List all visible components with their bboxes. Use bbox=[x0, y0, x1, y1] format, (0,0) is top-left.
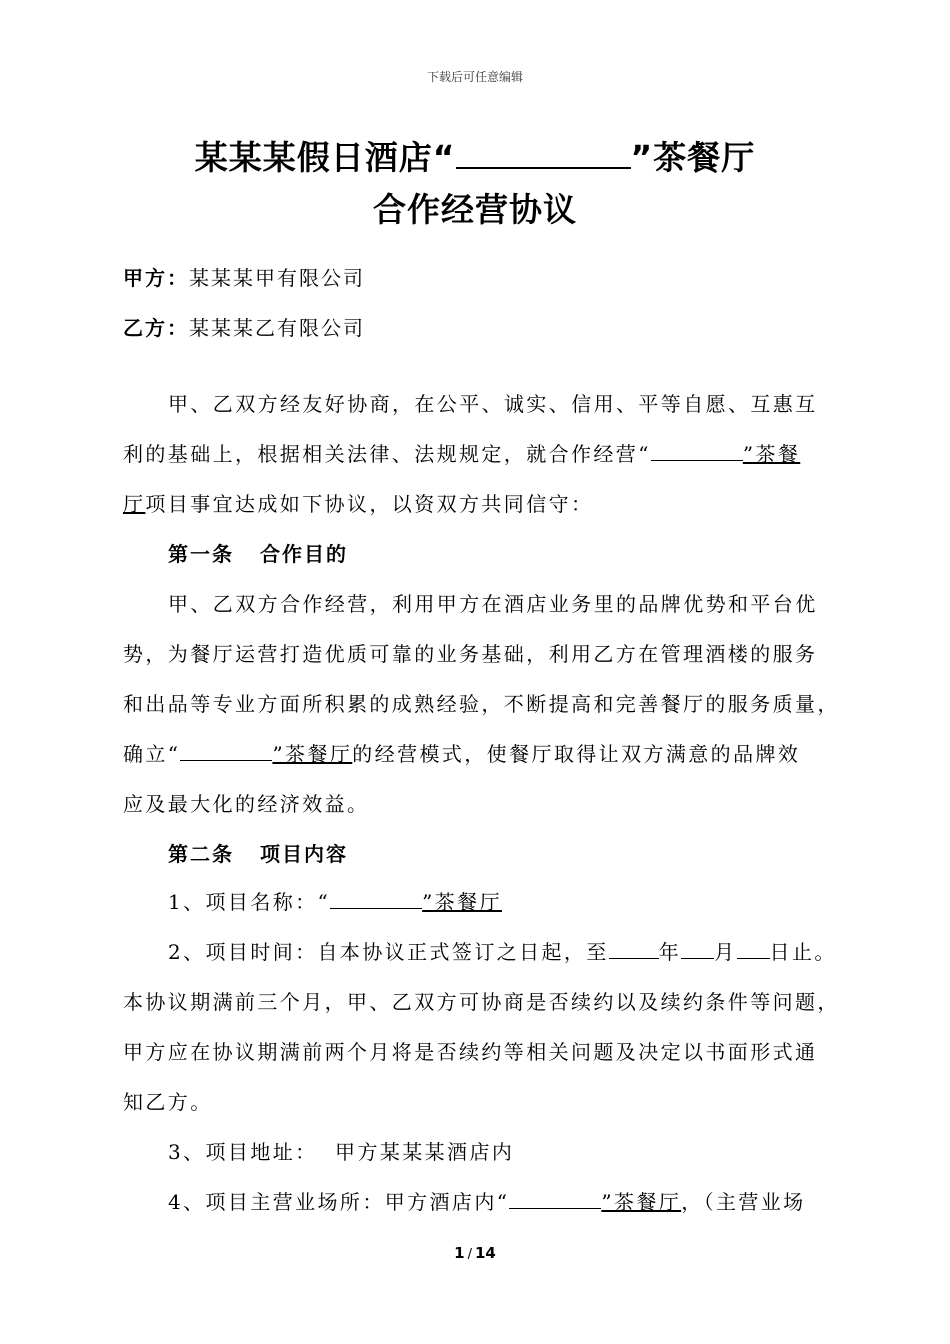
month-blank bbox=[681, 938, 714, 959]
item-1-prefix: 1、项目名称：“ bbox=[168, 890, 331, 914]
intro-line-2-suffix: ”茶餐 bbox=[742, 442, 801, 466]
item-1-suffix: ”茶餐厅 bbox=[422, 890, 502, 914]
party-a bbox=[123, 262, 365, 291]
header-note: 下载后可任意编辑 bbox=[426, 70, 523, 84]
article-1-line-4-rest: 的经营模式，使餐厅取得让双方满意的品牌效 bbox=[352, 742, 801, 766]
article-2-title: 项目内容 bbox=[260, 842, 348, 866]
intro-line-2 bbox=[123, 438, 800, 467]
page-separator: / bbox=[467, 1247, 472, 1262]
intro-blank bbox=[651, 440, 743, 461]
intro-line-3-rest: 项目事宜达成如下协议，以资双方共同信守： bbox=[145, 492, 594, 516]
article-1-line-5: 应及最大化的经济效益。 bbox=[123, 792, 370, 816]
article-1-line-4-prefix: 确立“ bbox=[123, 742, 181, 766]
article-2-heading bbox=[168, 838, 348, 867]
intro-line-3 bbox=[123, 488, 593, 517]
article-1-line-3: 和出品等专业方面所积累的成熟经验，不断提高和完善餐厅的服务质量， bbox=[123, 692, 840, 716]
party-a-label: 甲方： bbox=[123, 266, 189, 290]
article-1-line-4 bbox=[123, 738, 800, 767]
document-title-line1 bbox=[0, 132, 950, 179]
item-4-under: ”茶餐厅 bbox=[601, 1190, 682, 1214]
day-blank bbox=[737, 938, 770, 959]
item-4-blank bbox=[509, 1188, 601, 1209]
page-current: 1 bbox=[454, 1244, 465, 1262]
article-2-num: 第二条 bbox=[168, 842, 234, 866]
item-2-year: 年 bbox=[658, 940, 682, 964]
article-1-blank bbox=[180, 740, 272, 761]
document-title-line2: 合作经营协议 bbox=[373, 190, 577, 229]
article-1-line-4-under: ”茶餐厅 bbox=[272, 742, 353, 766]
article-2-item-4 bbox=[168, 1186, 806, 1215]
article-2-item-2-line-2: 本协议期满前三个月，甲、乙双方可协商是否续约以及续约条件等问题， bbox=[123, 990, 840, 1014]
intro-line-1: 甲、乙双方经友好协商，在公平、诚实、信用、平等自愿、互惠互 bbox=[168, 392, 818, 416]
item-2-month: 月 bbox=[714, 940, 737, 964]
intro-line-2-text: 利的基础上，根据相关法律、法规规定，就合作经营“ bbox=[123, 442, 651, 466]
article-1-num: 第一条 bbox=[168, 542, 234, 566]
article-2-item-2-line-3: 甲方应在协议期满前两个月将是否续约等相关问题及决定以书面形式通 bbox=[123, 1040, 818, 1064]
party-b-label: 乙方： bbox=[123, 316, 189, 340]
item-4-prefix: 4、项目主营业场所：甲方酒店内“ bbox=[168, 1190, 510, 1214]
article-1-line-2: 势，为餐厅运营打造优质可靠的业务基础，利用乙方在管理酒楼的服务 bbox=[123, 642, 818, 666]
title-prefix: 某某某假日酒店“ bbox=[194, 138, 456, 177]
intro-line-3-under: 厅 bbox=[123, 492, 146, 516]
item-4-rest: ，（主营业场 bbox=[681, 1190, 806, 1214]
article-1-heading bbox=[168, 538, 348, 567]
article-2-item-3: 3、项目地址： 甲方某某某酒店内 bbox=[168, 1140, 515, 1164]
item-2-day-end: 日止。 bbox=[769, 940, 837, 964]
title-blank bbox=[456, 137, 631, 169]
item-1-blank bbox=[330, 888, 422, 909]
article-2-item-2 bbox=[168, 936, 837, 965]
page-total: 14 bbox=[474, 1244, 496, 1262]
party-b bbox=[123, 312, 365, 341]
party-a-name: 某某某甲有限公司 bbox=[189, 266, 365, 290]
article-2-item-2-line-4: 知乙方。 bbox=[123, 1090, 213, 1114]
item-2-prefix: 2、项目时间：自本协议正式签订之日起，至 bbox=[168, 940, 609, 964]
article-1-title: 合作目的 bbox=[260, 542, 348, 566]
title-suffix: ”茶餐厅 bbox=[630, 138, 756, 177]
article-2-item-1 bbox=[168, 886, 502, 915]
article-1-line-1: 甲、乙双方合作经营，利用甲方在酒店业务里的品牌优势和平台优 bbox=[168, 592, 818, 616]
party-b-name: 某某某乙有限公司 bbox=[189, 316, 365, 340]
year-blank bbox=[609, 938, 659, 959]
page-number bbox=[0, 1244, 950, 1262]
